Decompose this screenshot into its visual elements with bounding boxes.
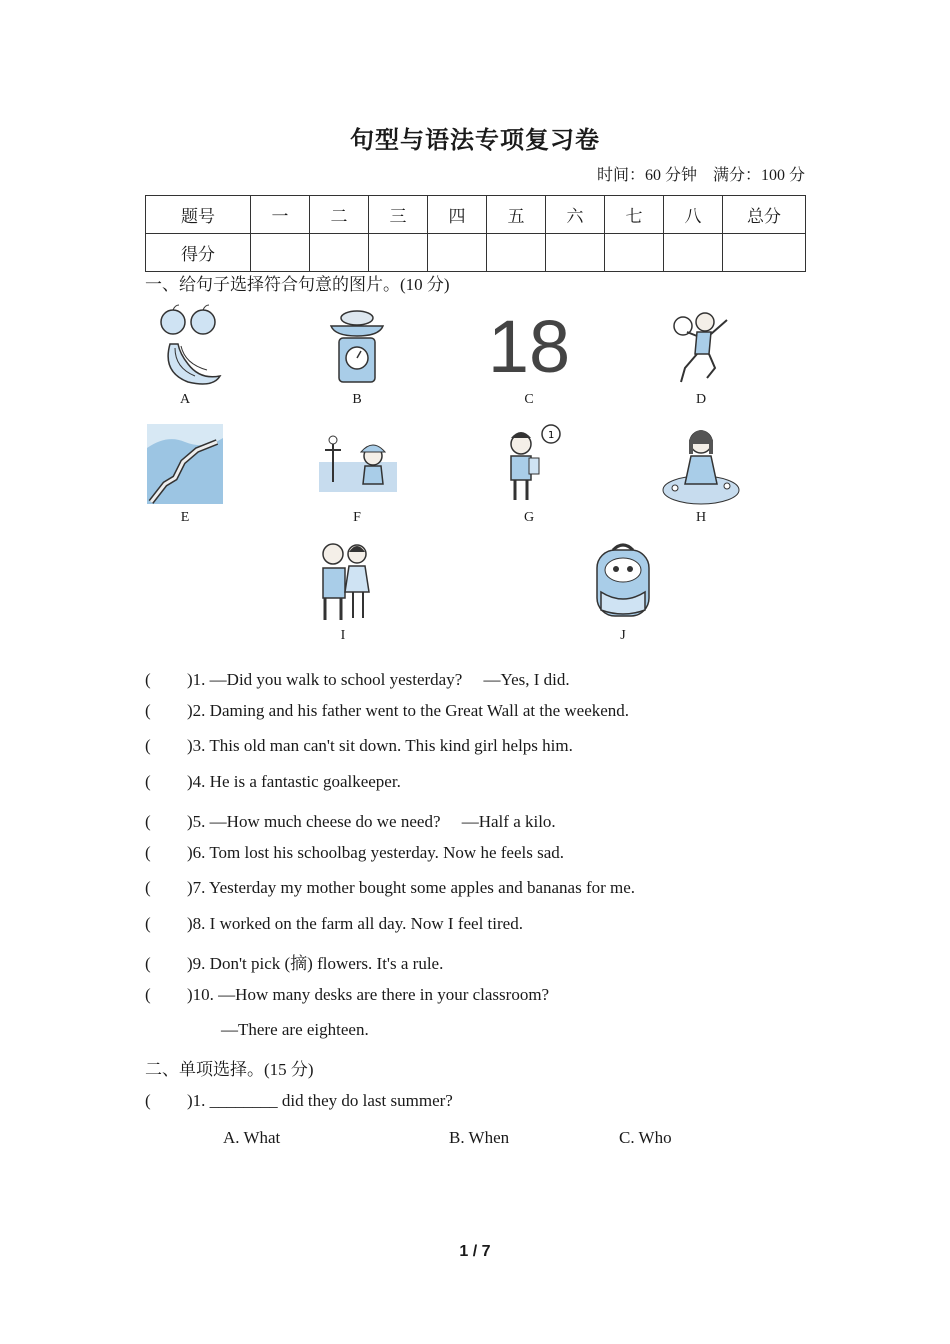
answer-blank[interactable]: (	[145, 878, 151, 897]
question-text: )7. Yesterday my mother bought some apples and bananas for me.	[187, 878, 636, 897]
page-number: 1 / 7	[459, 1243, 491, 1260]
picture-f	[312, 422, 402, 526]
score-cell: 二	[310, 196, 369, 234]
girl-helping-old-man-icon	[303, 540, 383, 626]
answer-blank[interactable]: (	[145, 985, 151, 1004]
answer-blank[interactable]: (	[145, 843, 151, 862]
picture-label: B	[352, 392, 362, 407]
answer-blank[interactable]: (	[145, 1091, 151, 1110]
picture-c	[484, 304, 574, 408]
number-eighteen: 18	[487, 305, 571, 388]
picture-d	[656, 304, 746, 408]
answer-blank[interactable]: (	[145, 812, 151, 831]
picture-label: J	[620, 628, 626, 643]
score-input-cell[interactable]	[251, 234, 310, 272]
goalkeeper-boy-icon	[661, 304, 741, 390]
picture-label: D	[695, 392, 707, 407]
question-text: )1. ________ did they do last summer?	[187, 1091, 453, 1110]
svg-text:1: 1	[548, 430, 555, 441]
question-6	[145, 843, 564, 863]
picture-label: G	[523, 510, 535, 525]
question-text: )8. I worked on the farm all day. Now I feel tired.	[187, 914, 523, 933]
answer-blank[interactable]: (	[145, 914, 151, 933]
question-text: )9. Don't pick (摘) flowers. It's a rule.	[187, 954, 444, 973]
score-cell: 八	[664, 196, 723, 234]
picture-e	[140, 422, 230, 526]
picture-j	[578, 540, 668, 644]
question-text: )6. Tom lost his schoolbag yesterday. Now he feels sad.	[187, 843, 564, 862]
score-input-cell[interactable]	[369, 234, 428, 272]
schoolbag-icon	[583, 540, 663, 626]
question-10	[145, 985, 549, 1005]
score-table	[145, 195, 806, 272]
picture-a	[140, 304, 230, 408]
picture-label: H	[695, 510, 707, 525]
score-input-cell[interactable]	[723, 234, 806, 272]
great-wall-icon	[145, 422, 225, 508]
picture-label: E	[180, 510, 190, 525]
option-a[interactable]: A. What	[223, 1128, 281, 1147]
question-text: )10. —How many desks are there in your classroom?	[187, 985, 550, 1004]
question-7	[145, 878, 635, 898]
boy-with-schoolbag-icon	[489, 422, 569, 508]
picture-label: I	[340, 628, 346, 643]
question-2	[145, 701, 629, 721]
picture-h	[656, 422, 746, 526]
question-10-answer: —There are eighteen.	[221, 1020, 369, 1039]
mc-question-1	[145, 1091, 453, 1111]
score-cell: 得分	[146, 234, 251, 272]
score-input-cell[interactable]	[428, 234, 487, 272]
picture-label: A	[179, 392, 191, 407]
question-1	[145, 665, 570, 690]
picture-i	[298, 540, 388, 644]
question-5	[145, 807, 556, 832]
section1-heading: 一、给句子选择符合句意的图片。(10 分)	[145, 275, 450, 294]
score-input-cell[interactable]	[605, 234, 664, 272]
picture-g	[484, 422, 574, 526]
score-cell: 六	[546, 196, 605, 234]
answer-blank[interactable]: (	[145, 954, 151, 973]
girl-in-flowers-icon	[661, 422, 741, 508]
score-cell: 四	[428, 196, 487, 234]
score-cell: 一	[251, 196, 310, 234]
option-c[interactable]: C. Who	[619, 1128, 672, 1147]
score-input-cell[interactable]	[487, 234, 546, 272]
section2-heading: 二、单项选择。(15 分)	[145, 1060, 314, 1079]
question-text: )2. Daming and his father went to the Great Wall at the weekend.	[187, 701, 630, 720]
question-text: )5. —How much cheese do we need? —Half a kilo.	[187, 812, 556, 831]
scale-icon	[317, 304, 397, 390]
score-table-header-row	[146, 196, 806, 234]
score-input-cell[interactable]	[310, 234, 369, 272]
question-text: )1. —Did you walk to school yesterday? —Yes, I did.	[187, 670, 570, 689]
score-input-cell[interactable]	[664, 234, 723, 272]
answer-blank[interactable]: (	[145, 701, 151, 720]
answer-blank[interactable]: (	[145, 670, 151, 689]
question-9	[145, 949, 443, 974]
farm-girl-icon	[317, 422, 397, 508]
question-text: )4. He is a fantastic goalkeeper.	[187, 772, 401, 791]
score-input-cell[interactable]	[546, 234, 605, 272]
question-text: )3. This old man can't sit down. This kind girl helps him.	[187, 736, 573, 755]
option-b[interactable]: B. When	[449, 1128, 510, 1147]
picture-label: F	[353, 510, 361, 525]
score-cell: 七	[605, 196, 664, 234]
score-cell: 题号	[146, 196, 251, 234]
apples-bananas-icon	[145, 304, 225, 390]
question-3	[145, 736, 573, 756]
score-cell: 总分	[723, 196, 806, 234]
picture-label: C	[524, 392, 534, 407]
page-title: 句型与语法专项复习卷	[350, 128, 600, 154]
score-cell: 三	[369, 196, 428, 234]
question-4	[145, 772, 401, 792]
question-8	[145, 914, 523, 934]
score-table-score-row	[146, 234, 806, 272]
score-cell: 五	[487, 196, 546, 234]
answer-blank[interactable]: (	[145, 772, 151, 791]
picture-b	[312, 304, 402, 408]
time-score-info: 时间：60 分钟 满分：100 分	[596, 167, 805, 184]
answer-blank[interactable]: (	[145, 736, 151, 755]
